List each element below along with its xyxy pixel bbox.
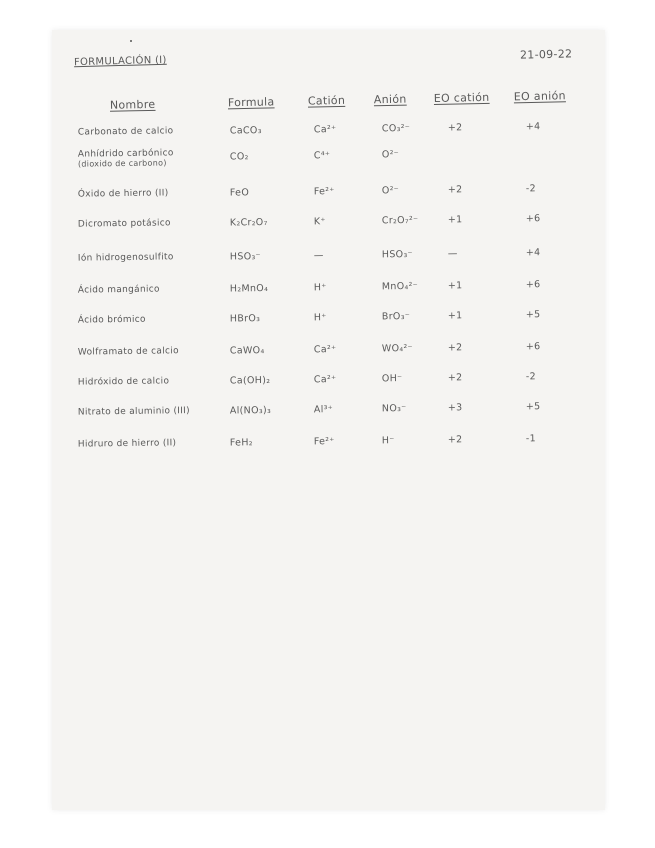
eo-anion-value-text: -2 — [525, 183, 537, 195]
eo-anion-value-text: +5 — [525, 401, 541, 413]
compound-name-text: Hidruro de hierro (II) — [77, 438, 177, 450]
compound-formula-text: HSO₃⁻ — [229, 251, 261, 263]
eo-cation-value-text: +2 — [447, 122, 463, 134]
compound-anion — [382, 343, 413, 354]
table-row — [52, 246, 605, 278]
compound-cation — [314, 216, 326, 227]
compound-formula-text: HBrO₃ — [229, 313, 261, 325]
eo-anion-value — [526, 247, 541, 258]
compound-anion-text: HSO₃⁻ — [381, 248, 413, 261]
page-title: FORMULACIÓN (I) — [73, 54, 167, 69]
compound-formula-text: Al(NO₃)₃ — [229, 404, 272, 417]
compound-formula — [230, 283, 268, 295]
compound-cation-text: H⁺ — [313, 312, 327, 324]
eo-cation-value — [448, 310, 463, 321]
table-row — [52, 370, 605, 402]
compound-anion-text: NO₃⁻ — [381, 403, 407, 415]
eo-cation-value — [448, 248, 458, 259]
compound-formula — [230, 437, 253, 448]
column-header-formula: Formula — [227, 95, 275, 110]
compound-anion-text: MnO₄²⁻ — [381, 280, 419, 293]
compound-name-text: Óxido de hierro (II) — [77, 188, 169, 200]
eo-cation-value-text: +2 — [447, 184, 463, 196]
compound-cation-text: — — [313, 250, 324, 262]
compound-cation-text: Fe²⁺ — [313, 186, 335, 198]
eo-cation-value-text: +1 — [447, 280, 463, 292]
compound-name-text: Carbonato de calcio — [77, 126, 174, 138]
compound-anion — [382, 215, 419, 227]
eo-cation-value-text: +2 — [447, 342, 463, 354]
compound-name-text: Nitrato de aluminio (III) — [77, 406, 190, 418]
compound-formula — [230, 313, 261, 324]
column-header-nombre: Nombre — [109, 97, 156, 112]
eo-cation-value — [448, 184, 463, 195]
column-header-eo-cation: EO catión — [433, 90, 490, 105]
compound-name — [78, 188, 169, 199]
compound-anion — [382, 311, 410, 322]
compound-anion-text: OH⁻ — [381, 373, 403, 385]
eo-cation-value — [448, 342, 463, 353]
compound-cation — [314, 404, 333, 415]
column-header-anion: Anión — [373, 92, 407, 107]
eo-anion-value — [526, 371, 536, 382]
compound-anion-text: BrO₃⁻ — [381, 310, 411, 323]
compound-anion — [382, 373, 403, 384]
compound-cation-text: H⁺ — [313, 282, 327, 294]
column-header-cation: Catión — [307, 93, 346, 108]
compound-name — [78, 406, 190, 418]
compound-anion — [382, 185, 399, 196]
compound-formula — [230, 345, 265, 356]
compound-formula — [230, 187, 249, 198]
compound-formula-text: K₂Cr₂O₇ — [229, 216, 268, 229]
compound-anion — [382, 149, 399, 160]
compound-name-text: Wolframato de calcio — [77, 346, 179, 358]
compound-name — [78, 126, 174, 137]
compound-formula-text: CaCO₃ — [229, 125, 262, 137]
compound-cation — [314, 250, 324, 261]
compound-cation-text: Al³⁺ — [313, 404, 334, 416]
eo-anion-value-text: +4 — [525, 121, 541, 133]
compound-cation — [314, 374, 337, 385]
eo-anion-value-text: +6 — [525, 341, 541, 353]
compound-name — [78, 218, 171, 229]
compound-cation — [314, 150, 331, 161]
eo-anion-value-text: +4 — [525, 247, 541, 259]
compound-cation-text: C⁴⁺ — [313, 150, 331, 162]
compound-cation-text: Fe²⁺ — [313, 436, 335, 448]
eo-anion-value — [526, 279, 541, 290]
compound-name-text: Dicromato potásico — [77, 218, 171, 230]
eo-cation-value — [448, 434, 463, 445]
compound-name — [78, 438, 177, 449]
compound-cation-text: Ca²⁺ — [313, 344, 337, 356]
compound-formula-text: Ca(OH)₂ — [229, 374, 271, 387]
eo-anion-value — [526, 121, 541, 132]
compound-anion — [382, 435, 395, 446]
compound-formula — [230, 251, 261, 262]
compound-formula — [230, 125, 262, 136]
compound-formula — [230, 375, 271, 387]
table-header — [52, 88, 605, 120]
compound-name-text: Ácido mangánico — [77, 284, 160, 296]
compound-cation — [314, 186, 335, 197]
eo-cation-value — [448, 372, 463, 383]
compound-anion-text: O²⁻ — [381, 149, 400, 161]
compound-cation — [314, 124, 337, 135]
eo-cation-value — [448, 280, 463, 291]
compound-name-text: Ión hidrogenosulfito — [77, 252, 174, 264]
table-row — [52, 432, 605, 464]
compound-cation — [314, 312, 327, 323]
compound-name — [78, 346, 179, 357]
eo-anion-value — [526, 213, 541, 224]
compound-anion-text: H⁻ — [381, 435, 395, 447]
compound-cation — [314, 436, 335, 447]
compound-formula-text: FeH₂ — [229, 437, 253, 449]
compound-cation-text: Ca²⁺ — [313, 374, 337, 386]
compound-name — [78, 252, 174, 263]
table-row — [52, 340, 605, 372]
eo-anion-value — [526, 309, 541, 320]
eo-anion-value-text: -2 — [525, 371, 537, 383]
compound-formula — [230, 217, 268, 229]
compound-name-note: (dioxido de carbono) — [77, 158, 167, 169]
notebook-page — [52, 30, 605, 810]
compound-formula-text: FeO — [229, 187, 250, 199]
compound-formula — [230, 151, 249, 162]
eo-anion-value-text: +6 — [525, 279, 541, 291]
eo-cation-value-text: +3 — [447, 402, 463, 414]
eo-cation-value-text: +2 — [447, 372, 463, 384]
table-row — [52, 308, 605, 340]
compound-anion-text: Cr₂O₇²⁻ — [381, 214, 419, 227]
eo-cation-value-text: +1 — [447, 214, 463, 226]
eo-cation-value-text: — — [447, 248, 458, 260]
table-row — [52, 182, 605, 214]
eo-cation-value-text: +2 — [447, 434, 463, 446]
eo-anion-value — [526, 341, 541, 352]
compound-cation-text: Ca²⁺ — [313, 124, 337, 136]
compound-name-text: Anhídrido carbónico — [77, 148, 174, 160]
compound-name — [78, 148, 174, 169]
compound-name-text: Ácido brómico — [77, 314, 146, 326]
eo-anion-value-text: -1 — [525, 433, 537, 445]
compound-anion-text: WO₄²⁻ — [381, 342, 413, 355]
compound-cation-text: K⁺ — [313, 216, 326, 228]
eo-cation-value-text: +1 — [447, 310, 463, 322]
page-date: 21-09-22 — [519, 47, 573, 62]
compound-cation — [314, 282, 327, 293]
table-row — [52, 400, 605, 432]
compound-anion — [382, 281, 418, 293]
table-row — [52, 278, 605, 310]
compound-formula-text: CaWO₄ — [229, 345, 265, 357]
eo-cation-value — [448, 214, 463, 225]
compound-cation — [314, 344, 337, 355]
eo-cation-value — [448, 122, 463, 133]
eo-anion-value — [526, 401, 541, 412]
eo-anion-value — [526, 183, 536, 194]
compound-name — [78, 315, 146, 326]
compound-anion-text: CO₃²⁻ — [381, 122, 411, 135]
compound-name — [78, 376, 169, 387]
compound-anion — [382, 123, 410, 134]
compound-anion — [382, 403, 407, 414]
eo-anion-value-text: +5 — [525, 309, 541, 321]
compound-formula-text: H₂MnO₄ — [229, 282, 269, 295]
compound-anion-text: O²⁻ — [381, 185, 400, 197]
pen-dot — [130, 40, 132, 42]
compound-formula — [230, 405, 271, 417]
column-header-eo-anion: EO anión — [513, 89, 566, 104]
eo-anion-value-text: +6 — [525, 213, 541, 225]
compound-name-text: Hidróxido de calcio — [77, 376, 170, 388]
table-row — [52, 212, 605, 244]
compound-formula-text: CO₂ — [229, 151, 249, 163]
table-row — [52, 146, 605, 178]
compound-name — [78, 284, 160, 295]
compound-anion — [382, 249, 413, 260]
eo-anion-value — [526, 433, 536, 444]
eo-cation-value — [448, 402, 463, 413]
